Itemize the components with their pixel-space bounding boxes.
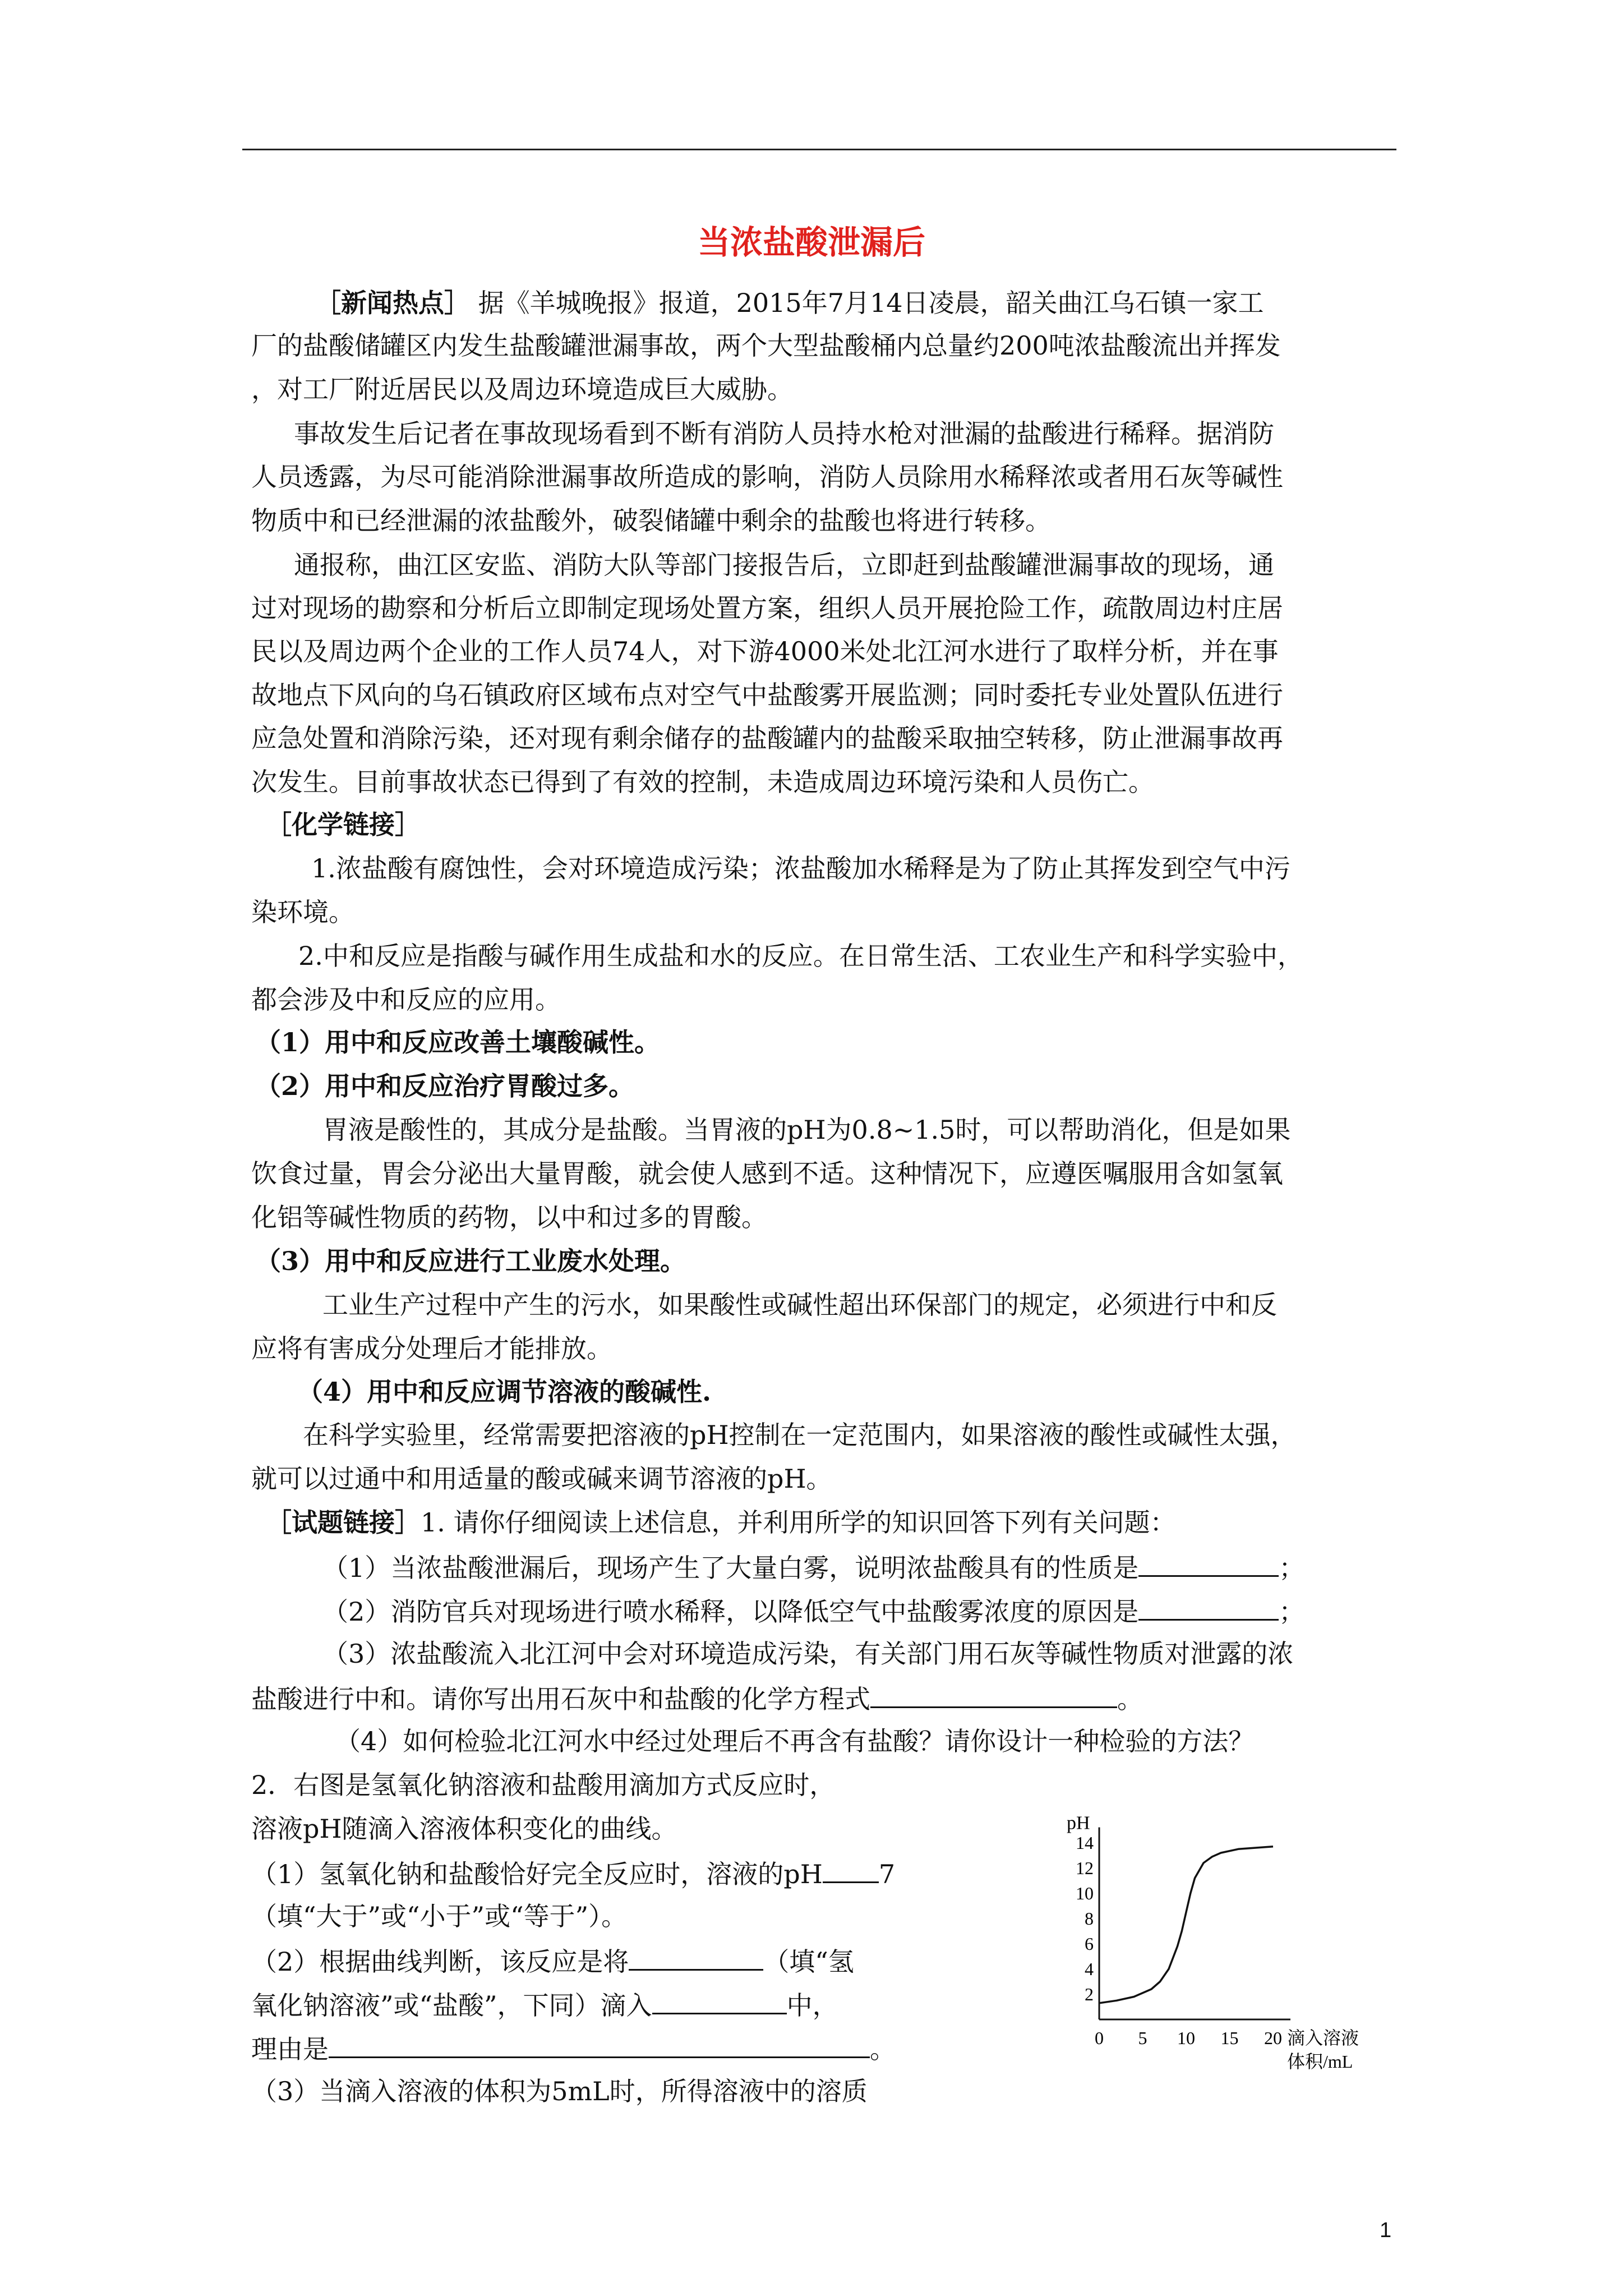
quiz-q2-1-line-1: （1）氢氧化钠和盐酸恰好完全反应时，溶液的pH 7 [251, 1856, 895, 1891]
x-axis-label-line-1: 滴入溶液 [1287, 2028, 1359, 2048]
x-axis-label-line-2: 体积/mL [1287, 2051, 1353, 2072]
y-tick-label: 14 [1076, 1833, 1094, 1853]
x-tick-label: 10 [1177, 2028, 1195, 2048]
quiz-q2-2-line-1: （2）根据曲线判断，该反应是将 （填“氢 [251, 1943, 854, 1978]
quiz-q1-3-line-2: 盐酸进行中和。请你写出用石灰中和盐酸的化学方程式 。 [251, 1681, 1143, 1716]
page-number: 1 [1380, 2219, 1392, 2242]
y-axis-label: pH [1067, 1812, 1090, 1834]
news-paragraph-3-line-4: 故地点下风向的乌石镇政府区域布点对空气中盐酸雾开展监测；同时委托专业处置队伍进行 [251, 680, 1283, 710]
news-paragraph-2-line-1: 事故发生后记者在事故现场看到不断有消防人员持水枪对泄漏的盐酸进行稀释。据消防 [294, 418, 1274, 449]
chem-wastewater-line-1: 工业生产过程中产生的污水，如果酸性或碱性超出环保部门的规定，必须进行中和反 [322, 1290, 1277, 1320]
news-paragraph-1-line-1: ［新闻热点］ 据《羊城晚报》报道，2015年7月14日凌晨，韶关曲江乌石镇一家工 [315, 288, 1264, 318]
chem-ph-line-1: 在科学实验里，经常需要把溶液的pH控制在一定范围内，如果溶液的酸性或碱性太强， [303, 1420, 1297, 1450]
x-tick-label: 20 [1264, 2028, 1282, 2048]
page-title: 当浓盐酸泄漏后 [697, 223, 925, 261]
y-tick-label: 10 [1076, 1883, 1094, 1903]
chem-heading-4: （4）用中和反应调节溶液的酸碱性. [297, 1377, 712, 1407]
quiz-q2-line-1: 2．右图是氢氧化钠溶液和盐酸用滴加方式反应时， [251, 1770, 836, 1800]
ph-curve [1099, 1847, 1273, 2003]
news-paragraph-1-line-3: ，对工厂附近居民以及周边环境造成巨大威胁。 [251, 374, 793, 404]
chem-heading-1: （1）用中和反应改善土壤酸碱性。 [255, 1027, 661, 1057]
news-tag: ［新闻热点］ [315, 288, 470, 318]
x-tick-label: 0 [1095, 2028, 1104, 2048]
y-tick-label: 4 [1085, 1959, 1094, 1979]
chem-item-2-line-2: 都会涉及中和反应的应用。 [251, 984, 561, 1015]
y-tick-label: 8 [1085, 1908, 1094, 1929]
answer-blank[interactable] [652, 1987, 787, 2014]
header-rule [242, 149, 1396, 150]
news-paragraph-3-line-2: 过对现场的勘察和分析后立即制定现场处置方案，组织人员开展抢险工作，疏散周边村庄居 [251, 593, 1283, 623]
quiz-q1-intro: ［试题链接］1. 请你仔细阅读上述信息，并利用所学的知识回答下列有关问题： [266, 1507, 1176, 1538]
x-tick-label: 5 [1138, 2028, 1147, 2048]
chem-ph-line-2: 就可以过通中和用适量的酸或碱来调节溶液的pH。 [251, 1464, 832, 1494]
quiz-q2-2-line-2: 氧化钠溶液”或“盐酸”，下同）滴入 中， [251, 1987, 838, 2022]
chem-item-1-line-1: 1.浓盐酸有腐蚀性，会对环境造成污染；浓盐酸加水稀释是为了防止其挥发到空气中污 [311, 853, 1290, 884]
chem-stomach-line-1: 胃液是酸性的，其成分是盐酸。当胃液的pH为0.8~1.5时，可以帮助消化，但是如果 [322, 1115, 1291, 1145]
answer-blank[interactable] [329, 2031, 870, 2058]
x-tick-label: 15 [1220, 2028, 1239, 2048]
chem-item-1-line-2: 染环境。 [251, 897, 354, 927]
y-tick-label: 6 [1085, 1934, 1094, 1954]
chem-tag: ［化学链接］ [266, 809, 421, 840]
quiz-q1-1: （1）当浓盐酸泄漏后，现场产生了大量白雾，说明浓盐酸具有的性质是 ； [322, 1549, 1304, 1585]
quiz-q1-3-line-1: （3）浓盐酸流入北江河中会对环境造成污染，有关部门用石灰等碱性物质对泄露的浓 [322, 1639, 1294, 1669]
news-paragraph-3-line-1: 通报称，曲江区安监、消防大队等部门接报告后，立即赶到盐酸罐泄漏事故的现场，通 [294, 550, 1274, 580]
news-paragraph-3-line-3: 民以及周边两个企业的工作人员74人，对下游4000米处北江河水进行了取样分析，并在事 [251, 636, 1279, 666]
chem-heading-3: （3）用中和反应进行工业废水处理。 [255, 1246, 686, 1276]
quiz-q2-1-line-2: （填“大于”或“小于”或“等于”）。 [251, 1901, 628, 1931]
y-tick-label: 12 [1076, 1858, 1094, 1878]
answer-blank[interactable] [1138, 1549, 1279, 1577]
chem-stomach-line-2: 饮食过量，胃会分泌出大量胃酸，就会使人感到不适。这种情况下，应遵医嘱服用含如氢氧 [251, 1158, 1283, 1189]
quiz-q2-line-2: 溶液pH随滴入溶液体积变化的曲线。 [251, 1814, 677, 1844]
chem-item-2-line-1: 2.中和反应是指酸与碱作用生成盐和水的反应。在日常生活、工农业生产和科学实验中， [298, 941, 1303, 971]
news-paragraph-1-line-2: 厂的盐酸储罐区内发生盐酸罐泄漏事故，两个大型盐酸桶内总量约200吨浓盐酸流出并挥发 [251, 330, 1281, 361]
news-paragraph-2-line-3: 物质中和已经泄漏的浓盐酸外，破裂储罐中剩余的盐酸也将进行转移。 [251, 505, 1051, 536]
quiz-q1-2: （2）消防官兵对现场进行喷水稀释，以降低空气中盐酸雾浓度的原因是 ； [322, 1593, 1304, 1628]
chem-wastewater-line-2: 应将有害成分处理后才能排放。 [251, 1333, 612, 1364]
news-paragraph-3-line-6: 次发生。目前事故状态已得到了有效的控制，未造成周边环境污染和人员伤亡。 [251, 767, 1154, 797]
answer-blank[interactable] [870, 1681, 1117, 1708]
y-tick-label: 2 [1085, 1984, 1094, 2004]
answer-blank[interactable] [1138, 1593, 1279, 1621]
news-paragraph-2-line-2: 人员透露，为尽可能消除泄漏事故所造成的影响，消防人员除用水稀释浓或者用石灰等碱性 [251, 462, 1283, 492]
chem-stomach-line-3: 化铝等碱性物质的药物，以中和过多的胃酸。 [251, 1202, 767, 1232]
ph-titration-chart [1054, 1795, 1359, 2076]
chem-heading-2: （2）用中和反应治疗胃酸过多。 [255, 1071, 635, 1101]
answer-blank[interactable] [823, 1856, 879, 1883]
quiz-tag: ［试题链接］ [266, 1507, 421, 1538]
answer-blank[interactable] [629, 1943, 763, 1971]
news-paragraph-3-line-5: 应急处置和消除污染，还对现有剩余储存的盐酸罐内的盐酸采取抽空转移，防止泄漏事故再 [251, 723, 1283, 753]
quiz-q2-2-line-3: 理由是 。 [251, 2031, 896, 2066]
quiz-q2-3: （3）当滴入溶液的体积为5mL时，所得溶液中的溶质 [251, 2076, 868, 2106]
quiz-q1-4: （4）如何检验北江河水中经过处理后不再含有盐酸？请你设计一种检验的方法？ [335, 1726, 1255, 1756]
